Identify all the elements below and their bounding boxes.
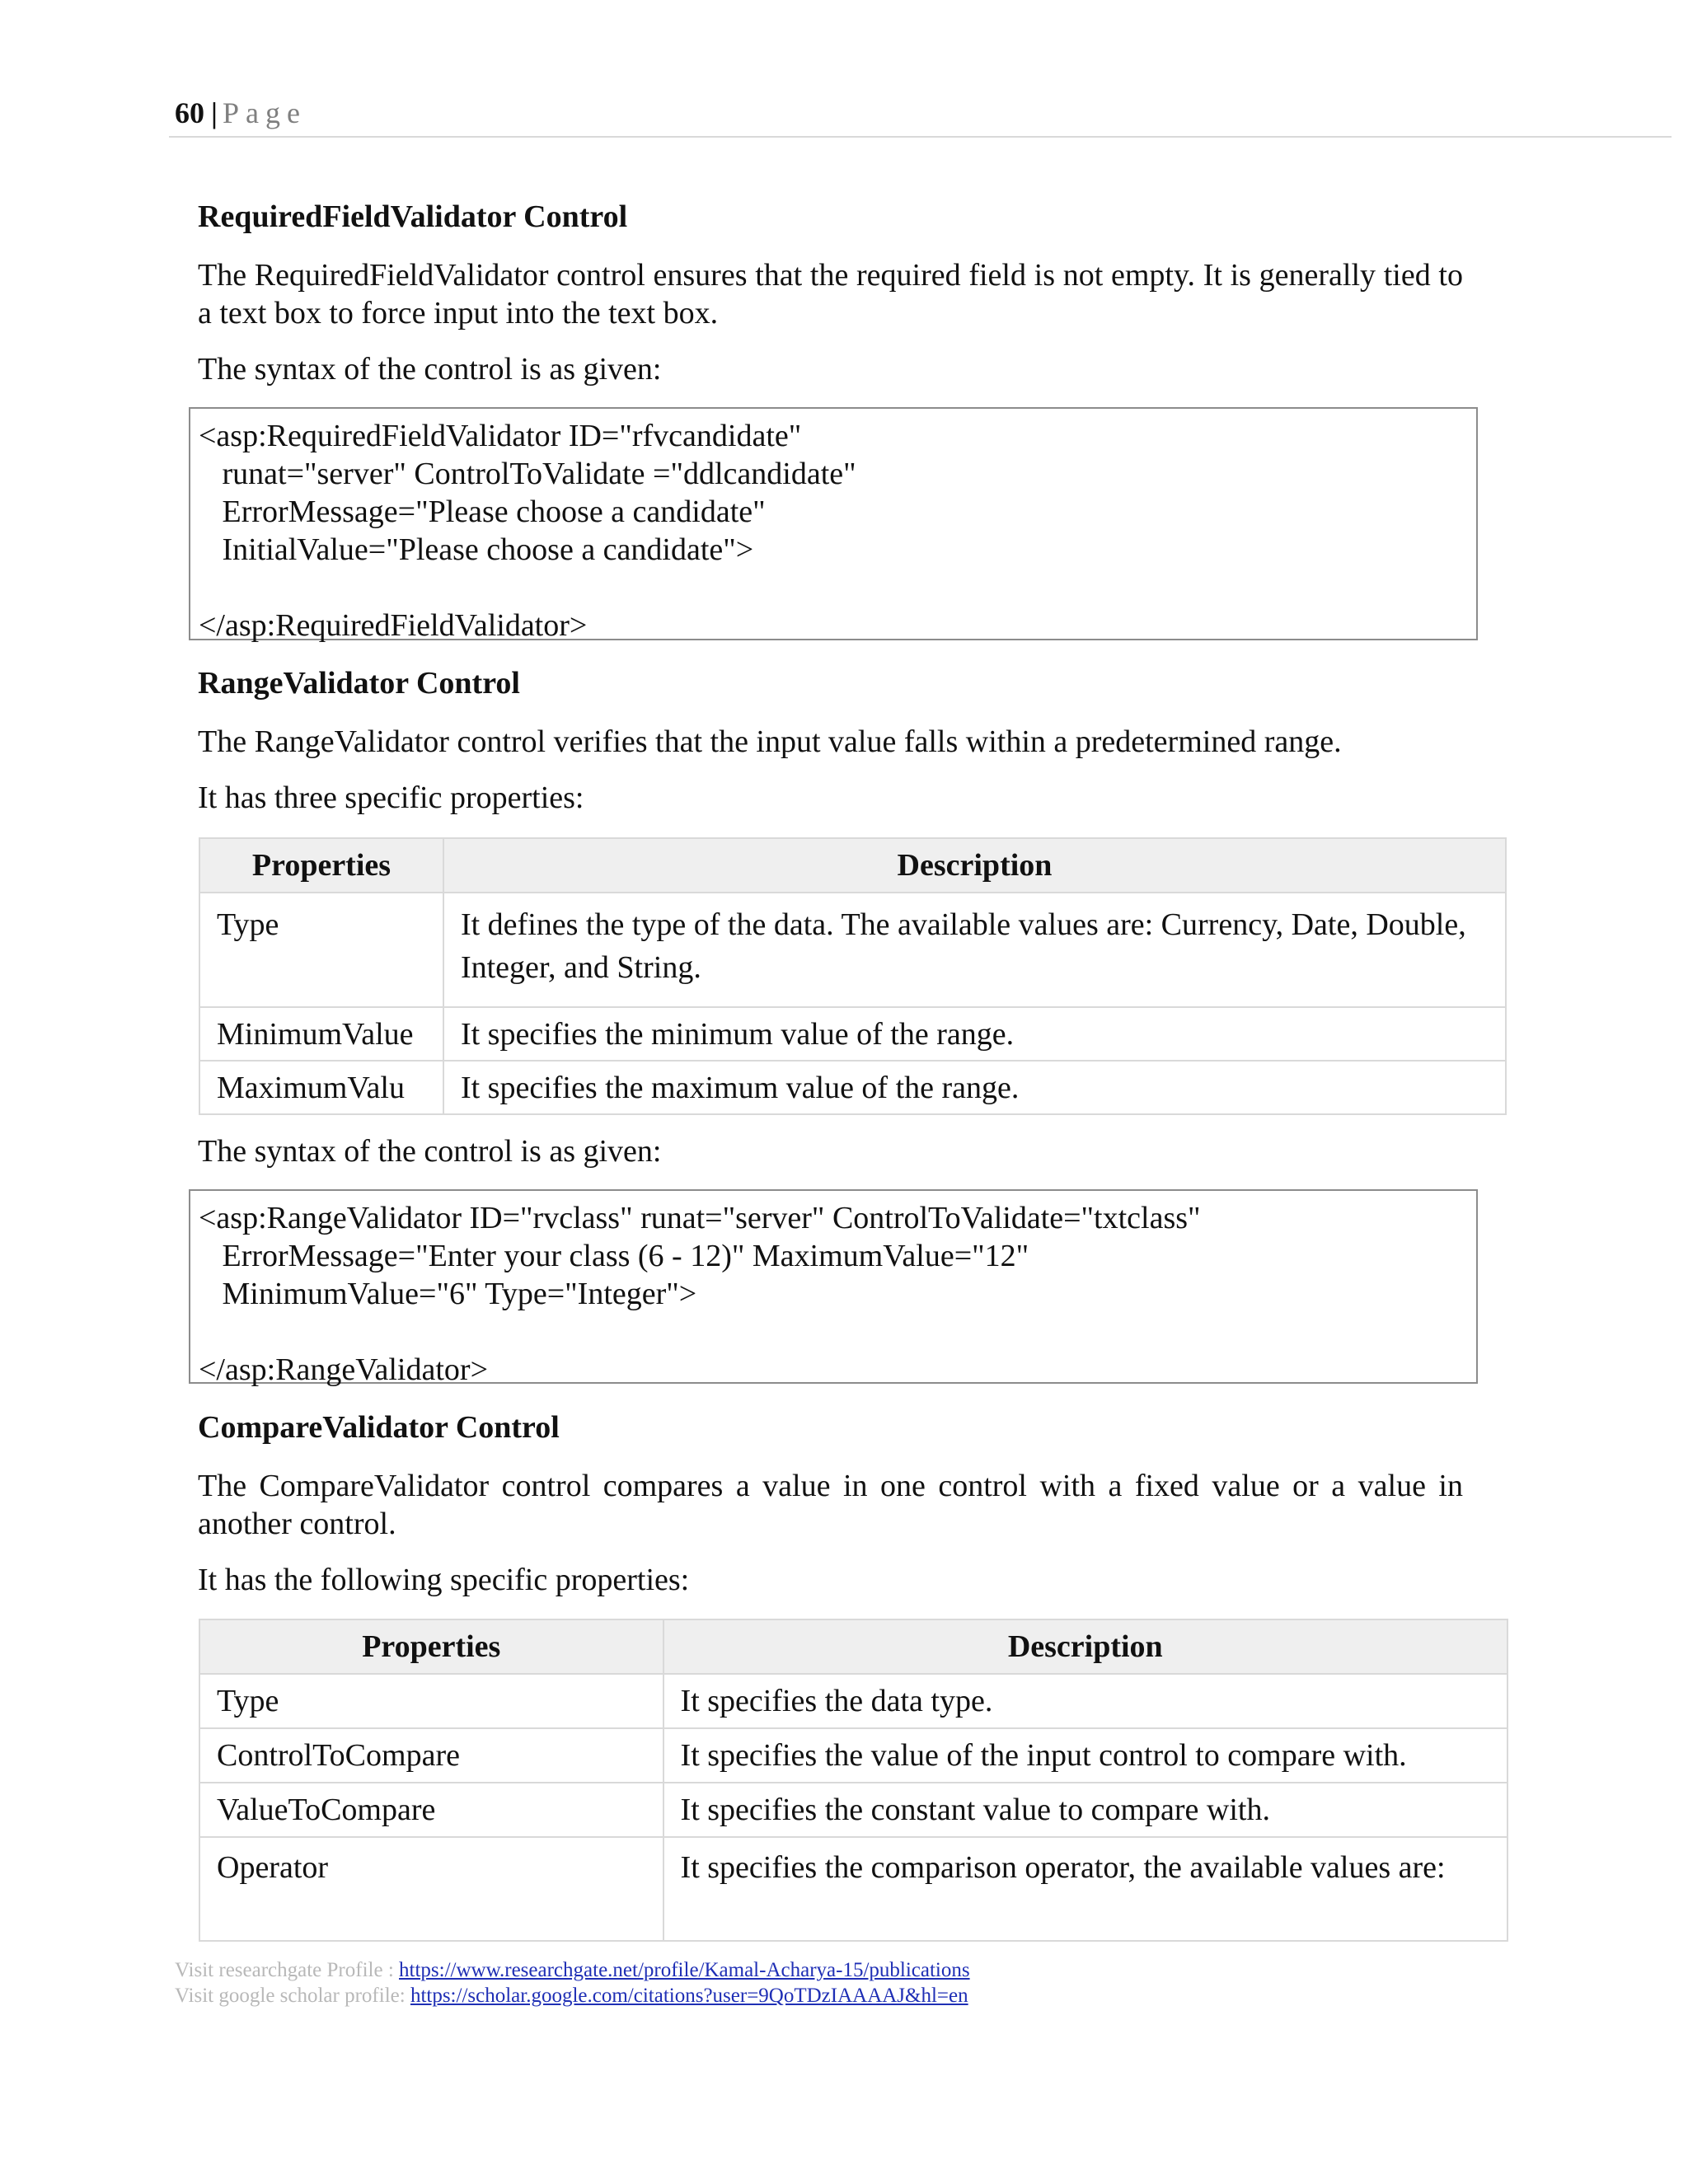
property-description: It specifies the data type. — [663, 1674, 1507, 1728]
researchgate-label: Visit researchgate Profile : — [175, 1959, 400, 1981]
header-divider — [169, 136, 1672, 138]
property-name: MaximumValu — [199, 1061, 443, 1114]
property-description: It specifies the comparison operator, the available values are: — [663, 1837, 1507, 1941]
researchgate-link[interactable]: https://www.researchgate.net/profile/Kamal-Acharya-15/publications — [399, 1959, 970, 1981]
rv-description: The RangeValidator control verifies that the input value falls within a predetermined range. — [198, 724, 1342, 759]
property-description: It specifies the minimum value of the range. — [443, 1007, 1506, 1061]
table-row — [199, 1837, 1507, 1941]
rv-properties-table — [199, 837, 1507, 1115]
rfv-syntax-intro: The syntax of the control is as given: — [198, 352, 662, 387]
property-name: ValueToCompare — [199, 1783, 663, 1837]
table-row — [199, 1728, 1507, 1783]
footer-google-scholar — [175, 1985, 968, 2008]
property-description: It defines the type of the data. The available values are: Currency, Date, Double, Integer, and String. — [443, 893, 1506, 1007]
property-name: Type — [199, 893, 443, 1007]
table-row — [199, 1061, 1506, 1114]
table-row — [199, 1007, 1506, 1061]
table-header-row — [199, 1619, 1507, 1674]
scholar-label: Visit google scholar profile: — [175, 1985, 410, 2007]
cv-props-intro: It has the following specific properties: — [198, 1563, 690, 1597]
rfv-code-box: <asp:RequiredFieldValidator ID="rfvcandidate" runat="server" ControlToValidate ="ddlcandidate" ErrorMessage="Please choose a candidate" InitialValue="Please choose a candidate"> </asp:RequiredFieldValidator> — [189, 407, 1478, 640]
table-header-description: Description — [663, 1619, 1507, 1674]
section-title-required-field-validator: RequiredFieldValidator Control — [198, 199, 628, 234]
table-row — [199, 1783, 1507, 1837]
header-separator: | — [211, 96, 218, 129]
table-header-row — [199, 838, 1506, 893]
table-header-properties: Properties — [199, 1619, 663, 1674]
section-title-compare-validator: CompareValidator Control — [198, 1410, 560, 1445]
rfv-description: The RequiredFieldValidator control ensures that the required field is not empty. It is generally tied to a text box to force input into the text box. — [198, 258, 1463, 330]
section-title-range-validator: RangeValidator Control — [198, 666, 520, 701]
cv-properties-table — [199, 1619, 1508, 1942]
rv-code-box: <asp:RangeValidator ID="rvclass" runat="server" ControlToValidate="txtclass" ErrorMessage="Enter your class (6 - 12)" MaximumValue="12" MinimumValue="6" Type="Integer"> </asp:RangeValidator> — [189, 1189, 1478, 1384]
property-description: It specifies the value of the input control to compare with. — [663, 1728, 1507, 1783]
footer-researchgate — [175, 1959, 970, 1982]
table-row — [199, 1674, 1507, 1728]
table-header-description: Description — [443, 838, 1506, 893]
page-label: Page — [222, 96, 307, 129]
rv-syntax-intro: The syntax of the control is as given: — [198, 1134, 662, 1169]
property-name: ControlToCompare — [199, 1728, 663, 1783]
cv-description: The CompareValidator control compares a value in one control with a fixed value or a value in another control. — [198, 1469, 1463, 1541]
table-header-properties: Properties — [199, 838, 443, 893]
property-description: It specifies the maximum value of the range. — [443, 1061, 1506, 1114]
table-row — [199, 893, 1506, 1007]
property-name: MinimumValue — [199, 1007, 443, 1061]
page-number: 60 — [175, 96, 204, 129]
page-header — [175, 96, 307, 130]
property-description: It specifies the constant value to compare with. — [663, 1783, 1507, 1837]
rv-props-intro: It has three specific properties: — [198, 780, 584, 815]
scholar-link[interactable]: https://scholar.google.com/citations?user=9QoTDzIAAAAJ&hl=en — [410, 1985, 968, 2007]
property-name: Operator — [199, 1837, 663, 1941]
property-name: Type — [199, 1674, 663, 1728]
